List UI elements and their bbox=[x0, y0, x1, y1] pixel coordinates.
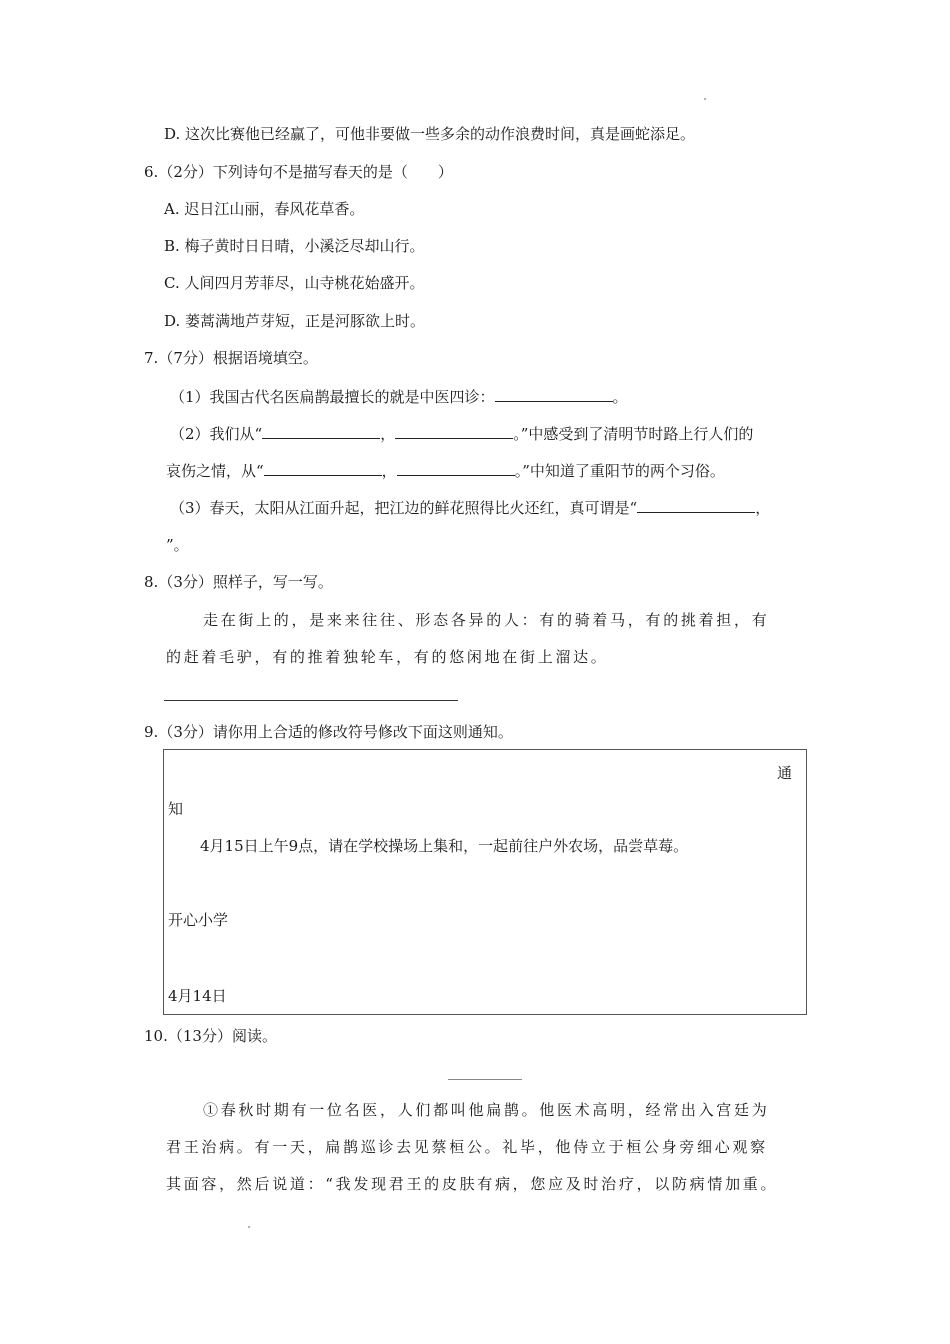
q8-score: （3分） bbox=[158, 573, 213, 591]
q7-p2-blank-3[interactable] bbox=[264, 460, 382, 476]
q7-part-1 bbox=[170, 386, 628, 407]
q7-p2-comma: ， bbox=[380, 425, 396, 443]
q8-stem: 照样子，写一写。 bbox=[212, 573, 333, 591]
q7-p2-text: 。”中感受到了清明节时路上行人们的 bbox=[513, 425, 754, 443]
q7-p3-blank-1[interactable] bbox=[637, 497, 755, 513]
q7-p2-blank-1[interactable] bbox=[262, 423, 380, 439]
q9-stem: 请你用上合适的修改符号修改下面这则通知。 bbox=[212, 723, 513, 741]
q7-p1-blank[interactable] bbox=[495, 386, 613, 402]
notice-body: 4月15日上午9点，请在学校操场上集和，一起前往户外农场，品尝草莓。 bbox=[200, 837, 689, 855]
q6-option-d: D. 蒌蒿满地芦芽短，正是河豚欲上时。 bbox=[164, 312, 426, 330]
q8-example-line-2: 的赶着毛驴，有的推着独轮车，有的悠闲地在街上溜达。 bbox=[166, 648, 609, 666]
q6-score: （2分） bbox=[158, 163, 213, 181]
q6-option-a: A. 迟日江山丽，春风花草香。 bbox=[164, 200, 365, 218]
q7-part-3-line-1 bbox=[170, 497, 770, 518]
q8-header bbox=[144, 572, 333, 592]
q7-p3-text: （3）春天，太阳从江面升起，把江边的鲜花照得比火还红，真可谓是“ bbox=[170, 499, 638, 517]
notice-date: 4月14日 bbox=[168, 987, 227, 1005]
q6-header bbox=[144, 162, 453, 182]
q6-option-c: C. 人间四月芳菲尽，山寺桃花始盛开。 bbox=[164, 274, 425, 292]
q7-header bbox=[144, 348, 318, 368]
q7-p2-blank-4[interactable] bbox=[397, 460, 515, 476]
passage-title-blank[interactable] bbox=[448, 1079, 522, 1080]
q5-option-d: D. 这次比赛他已经赢了，可他非要做一些多余的动作浪费时间，真是画蛇添足。 bbox=[164, 125, 696, 143]
q10-stem: 阅读。 bbox=[231, 1027, 277, 1045]
q7-stem: 根据语境填空。 bbox=[212, 349, 318, 367]
q6-option-b: B. 梅子黄时日日晴，小溪泛尽却山行。 bbox=[164, 237, 425, 255]
notice-title-2: 知 bbox=[168, 800, 184, 818]
q7-score: （7分） bbox=[158, 349, 213, 367]
passage-line-2: 君王治病。有一天，扁鹊巡诊去见蔡桓公。礼毕，他侍立于桓公身旁细心观察 bbox=[166, 1138, 768, 1156]
q7-p2-open: （2）我们从“ bbox=[170, 425, 263, 443]
q7-p3-comma: ， bbox=[755, 499, 771, 517]
q8-answer-line[interactable] bbox=[164, 700, 458, 701]
scan-dot-bottom bbox=[248, 1226, 250, 1228]
passage-line-1: ①春秋时期有一位名医，人们都叫他扁鹊。他医术高明，经常出入宫廷为 bbox=[203, 1101, 770, 1119]
q7-number: 7. bbox=[144, 349, 159, 367]
q8-example-line-1: 走在街上的，是来来往往、形态各异的人：有的骑着马，有的挑着担，有 bbox=[203, 611, 770, 629]
q7-p2-blank-2[interactable] bbox=[395, 423, 513, 439]
notice-box bbox=[163, 749, 807, 1015]
scan-dot-top bbox=[704, 98, 706, 100]
q9-header bbox=[144, 722, 513, 742]
q10-header bbox=[144, 1026, 277, 1046]
q7-p2-text-2: 哀伤之情，从“ bbox=[166, 462, 264, 480]
q9-number: 9. bbox=[144, 723, 159, 741]
passage-line-3: 其面容，然后说道：“我发现君王的皮肤有病，您应及时治疗，以防病情加重。 bbox=[166, 1175, 779, 1193]
q10-number: 10. bbox=[144, 1027, 168, 1045]
q7-part-3-line-2: ”。 bbox=[166, 536, 189, 554]
q7-p2-text-3: 。”中知道了重阳节的两个习俗。 bbox=[514, 462, 725, 480]
q10-score: （13分） bbox=[167, 1027, 232, 1045]
q7-p1-text: （1）我国古代名医扁鹊最擅长的就是中医四诊： bbox=[170, 388, 495, 406]
q7-part-2-line-2 bbox=[166, 460, 725, 481]
q9-score: （3分） bbox=[158, 723, 213, 741]
q7-part-2-line-1 bbox=[170, 423, 753, 444]
notice-signature: 开心小学 bbox=[168, 911, 229, 929]
q6-stem: 下列诗句不是描写春天的是（ ） bbox=[212, 163, 453, 181]
notice-title-1: 通 bbox=[777, 764, 793, 782]
q6-number: 6. bbox=[144, 163, 159, 181]
q7-p2-comma-2: ， bbox=[381, 462, 397, 480]
q7-p1-end: 。 bbox=[612, 388, 628, 406]
q8-number: 8. bbox=[144, 573, 159, 591]
